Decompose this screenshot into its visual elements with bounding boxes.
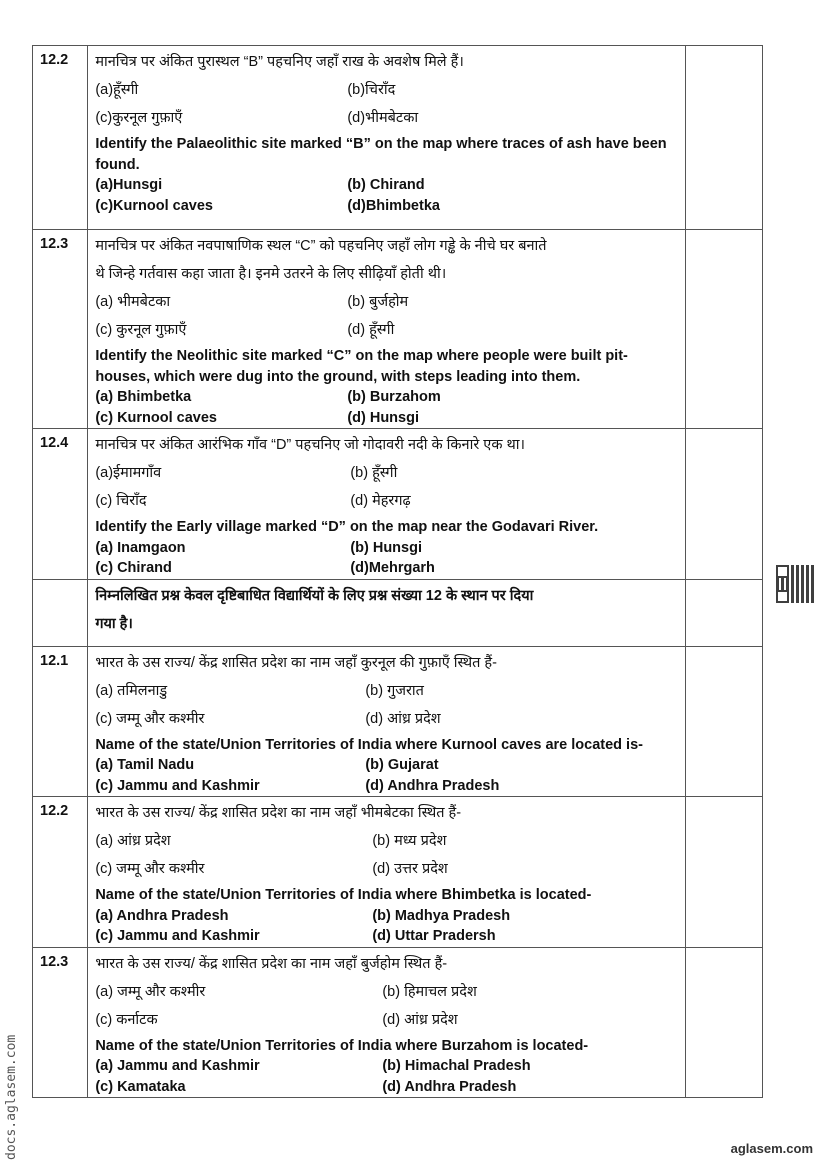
option: (d) Uttar Pradersh: [372, 928, 496, 944]
question-body: [88, 230, 685, 429]
option: (c)Kurnool caves: [95, 197, 213, 214]
question-row: [33, 230, 763, 429]
qr-code: [776, 565, 814, 603]
option: (d) आंध्र प्रदेश: [365, 710, 441, 727]
option: (d) Hunsgi: [347, 409, 419, 426]
question-hindi: थे जिन्हे गर्तवास कहा जाता है। इनमे उतरने के लिए सीढ़ियाँ होती थी।: [95, 266, 447, 282]
question-table: [32, 45, 763, 1098]
option: (b) गुजरात: [365, 682, 424, 699]
question-number: 12.3: [33, 230, 88, 429]
marks-cell: [685, 230, 762, 429]
option: (d)Bhimbetka: [347, 197, 440, 214]
marks-cell: [685, 646, 762, 797]
option: (d) हूँस्गी: [347, 322, 395, 338]
question-english: Identify the Palaeolithic site marked “B” on the map where traces of ash have been: [95, 136, 667, 152]
question-hindi: मानचित्र पर अंकित नवपाषाणिक स्थल “C” को पहचनिए जहाँ लोग गड्ढे के नीचे घर बनाते: [95, 238, 547, 254]
option-row: [95, 1077, 684, 1098]
option-row: [95, 707, 684, 735]
option-row: [95, 387, 684, 408]
question-row: [33, 947, 763, 1098]
note-line: गया है।: [95, 615, 133, 632]
option-row: [95, 106, 684, 134]
option-row: [95, 175, 684, 196]
option: (c) Jammu and Kashmir: [95, 928, 260, 944]
option: (d) आंध्र प्रदेश: [382, 1011, 458, 1028]
question-number: 12.2: [33, 797, 88, 948]
question-hindi: मानचित्र पर अंकित पुरास्थल “B” पहचनिए जहाँ राख के अवशेष मिले हैं।: [95, 54, 464, 70]
question-body: [88, 947, 685, 1098]
option: (b)चिराँद: [347, 82, 396, 98]
question-row: [33, 46, 763, 230]
option: (a) भीमबेटका: [95, 294, 171, 310]
option-row: [95, 755, 684, 776]
question-body: [88, 429, 685, 580]
option: (a) Bhimbetka: [95, 389, 192, 405]
note-line: निम्नलिखित प्रश्न केवल दृष्टिबाधित विद्यार्थियों के लिए प्रश्न संख्या 12 के स्थान पर दिया: [95, 587, 534, 604]
option: (d)Mehrgarh: [350, 560, 435, 576]
option: (b) मध्य प्रदेश: [372, 833, 447, 849]
option-row: [95, 538, 684, 559]
question-hindi: मानचित्र पर अंकित आरंभिक गाँव “D” पहचनिए जो गोदावरी नदी के किनारे एक था।: [95, 437, 526, 453]
marks-cell: [685, 46, 762, 230]
option-row: [95, 318, 684, 346]
option: (c) कर्नाटक: [95, 1011, 158, 1028]
option-row: [95, 776, 684, 797]
marks-cell: [685, 429, 762, 580]
option: (a) तमिलनाडु: [95, 682, 168, 699]
brand-footer: aglasem.com: [730, 1141, 813, 1156]
watermark: docs.aglasem.com: [4, 1034, 19, 1160]
question-hindi: भारत के उस राज्य/ केंद्र शासित प्रदेश का नाम जहाँ भीमबेटका स्थित हैं-: [95, 805, 462, 821]
option: (b) बुर्जहोम: [347, 294, 409, 310]
option: (a) Jammu and Kashmir: [95, 1058, 260, 1074]
option: (c)कुरनूल गुफ़ाएँ: [95, 110, 183, 126]
option: (b) हूँस्गी: [350, 465, 398, 481]
option: (b) Hunsgi: [350, 539, 422, 556]
option: (a) Inamgaon: [95, 539, 186, 556]
option-row: [95, 906, 684, 927]
option-row: [95, 829, 684, 857]
option: (c) जम्मू और कश्मीर: [95, 710, 205, 727]
option: (a)हूँस्गी: [95, 82, 139, 98]
option-row: [95, 1008, 684, 1036]
question-english: Name of the state/Union Territories of India where Bhimbetka is located-: [95, 887, 592, 903]
option: (a) Tamil Nadu: [95, 757, 195, 773]
option: (c) Kurnool caves: [95, 409, 217, 426]
marks-cell: [685, 947, 762, 1098]
option: (c) जम्मू और कश्मीर: [95, 861, 205, 877]
question-hindi: भारत के उस राज्य/ केंद्र शासित प्रदेश का नाम जहाँ बुर्जहोम स्थित हैं-: [95, 955, 448, 972]
option: (b) Gujarat: [365, 757, 439, 773]
option: (a) Andhra Pradesh: [95, 907, 229, 924]
option: (a) जम्मू और कश्मीर: [95, 983, 206, 1000]
option-row: [95, 926, 684, 947]
option: (c) Chirand: [95, 560, 172, 576]
question-number: 12.2: [33, 46, 88, 230]
option-row: [95, 1056, 684, 1077]
question-english: found.: [95, 156, 140, 173]
option-row: [95, 196, 684, 217]
question-english: Identify the Neolithic site marked “C” on the map where people were built pit-: [95, 348, 628, 364]
option-row: [95, 489, 684, 517]
option: (d) उत्तर प्रदेश: [372, 861, 448, 877]
option: (b) Chirand: [347, 177, 425, 193]
option: (d)भीमबेटका: [347, 110, 419, 126]
option: (d) Andhra Pradesh: [365, 777, 500, 794]
option: (a)ईमामगाँव: [95, 465, 162, 481]
question-number: 12.3: [33, 947, 88, 1098]
question-number: 12.4: [33, 429, 88, 580]
option-row: [95, 980, 684, 1008]
option-row: [95, 679, 684, 707]
note-row: [33, 579, 763, 646]
option: (d) Andhra Pradesh: [382, 1078, 517, 1095]
option: (a)Hunsgi: [95, 177, 163, 193]
option: (a) आंध्र प्रदेश: [95, 833, 171, 849]
option: (c) Kamataka: [95, 1078, 186, 1095]
option: (d) मेहरगढ़: [350, 493, 411, 509]
option: (b) Burzahom: [347, 389, 441, 405]
marks-cell: [685, 797, 762, 948]
question-english: Name of the state/Union Territories of India where Kurnool caves are located is-: [95, 736, 643, 753]
question-hindi: भारत के उस राज्य/ केंद्र शासित प्रदेश का नाम जहाँ कुरनूल की गुफ़ाएँ स्थित हैं-: [95, 654, 497, 671]
option: (c) Jammu and Kashmir: [95, 777, 260, 794]
option: (b) हिमाचल प्रदेश: [382, 983, 477, 1000]
option: (c) कुरनूल गुफ़ाएँ: [95, 322, 187, 338]
option-row: [95, 558, 684, 579]
question-row: [33, 429, 763, 580]
question-english: Identify the Early village marked “D” on the map near the Godavari River.: [95, 519, 599, 535]
question-english: Name of the state/Union Territories of India where Burzahom is located-: [95, 1037, 589, 1054]
option: (c) चिराँद: [95, 493, 147, 509]
question-number: 12.1: [33, 646, 88, 797]
option-row: [95, 290, 684, 318]
option: (b) Himachal Pradesh: [382, 1058, 531, 1074]
option-row: [95, 78, 684, 106]
option-row: [95, 461, 684, 489]
option: (b) Madhya Pradesh: [372, 907, 511, 924]
question-body: [88, 46, 685, 230]
option-row: [95, 857, 684, 885]
question-body: [88, 646, 685, 797]
question-english: houses, which were dug into the ground, with steps leading into them.: [95, 368, 581, 385]
question-row: [33, 646, 763, 797]
question-row: [33, 797, 763, 948]
question-body: [88, 797, 685, 948]
option-row: [95, 408, 684, 429]
